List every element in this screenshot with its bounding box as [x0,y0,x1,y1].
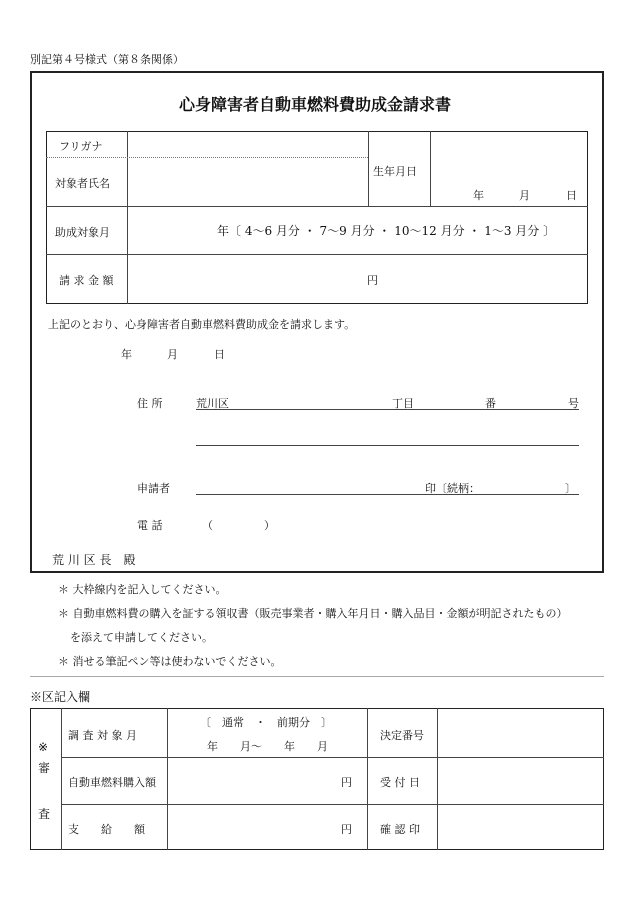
address-line[interactable] [196,409,579,410]
birth-label: 生年月日 [373,165,417,178]
phone-open: （ [202,519,213,532]
office-divider [61,757,604,758]
name-label: 対象者氏名 [55,177,110,190]
address-ban: 番 [485,397,496,410]
payment-amount-unit: 円 [341,823,352,836]
separator [30,676,604,677]
office-divider [61,708,62,850]
furigana-divider [46,157,368,158]
purchase-amount-unit: 円 [341,776,352,789]
phone-close[interactable]: ） [264,519,275,532]
received-date-label: 受 付 日 [380,776,420,789]
office-divider [61,804,604,805]
table-divider [430,131,431,206]
page-title: 心身障害者自動車燃料費助成金請求書 [178,95,451,114]
form-reference: 別記第４号様式（第８条関係） [30,53,184,66]
survey-month-range: 年 月〜 年 月 [207,740,328,753]
address-ward: 荒川区 [196,397,229,410]
birth-month: 月 [519,189,530,202]
table-divider [46,206,588,207]
amount-unit: 円 [367,274,378,287]
office-side-sa: 査 [38,807,51,821]
note-1: ＊ 大枠線内を記入してください。 [58,583,227,596]
purchase-amount-label: 自動車燃料購入額 [68,776,156,789]
birth-day: 日 [566,189,577,202]
amount-label: 請 求 金 額 [59,274,114,287]
birth-year: 年 [473,189,484,202]
applicant-line[interactable] [196,494,579,495]
survey-month-label: 調 査 対 象 月 [68,729,137,742]
month-label: 助成対象月 [55,226,110,239]
month-options[interactable]: 年〔 4〜6 月分 ・ 7〜9 月分 ・ 10〜12 月分 ・ 1〜3 月分 〕 [217,224,556,238]
furigana-field[interactable] [136,136,364,154]
office-side-mark: ※ [38,740,49,754]
address-go: 号 [568,397,579,410]
office-divider [367,708,368,850]
address-line-2[interactable] [196,445,579,446]
date-year: 年 [121,348,132,361]
recipient: 荒 川 区 長 殿 [52,553,136,567]
name-field[interactable] [136,162,364,202]
seal-close: 〕 [565,482,576,495]
address-chome: 丁目 [392,397,414,410]
seal-label: 印〔続柄： [425,482,480,495]
applicant-label: 申請者 [137,482,170,495]
statement: 上記のとおり、心身障害者自動車燃料費助成金を請求します。 [48,318,356,331]
office-heading: ※区記入欄 [30,690,91,704]
phone-label: 電 話 [137,519,163,532]
payment-amount-label: 支 給 額 [68,823,145,836]
date-day: 日 [214,348,225,361]
table-divider [46,254,588,255]
furigana-label: フリガナ [59,140,103,153]
address-label: 住 所 [137,397,163,410]
decision-number-label: 決定番号 [380,729,424,742]
table-divider [368,131,369,206]
confirm-seal-label: 確 認 印 [380,823,420,836]
office-divider [167,708,168,850]
office-side-shin: 審 [38,761,51,775]
note-2: ＊ 自動車燃料費の購入を証する領収書（販売事業者・購入年月日・購入品目・金額が明記されたもの） [58,607,568,620]
date-month: 月 [167,348,178,361]
note-3: ＊ 消せる筆記ペン等は使わないでください。 [58,655,282,668]
office-divider [437,708,438,850]
survey-month-type: 〔 通常 ・ 前期分 〕 [200,716,332,729]
note-2-cont: を添えて申請してください。 [70,631,213,644]
